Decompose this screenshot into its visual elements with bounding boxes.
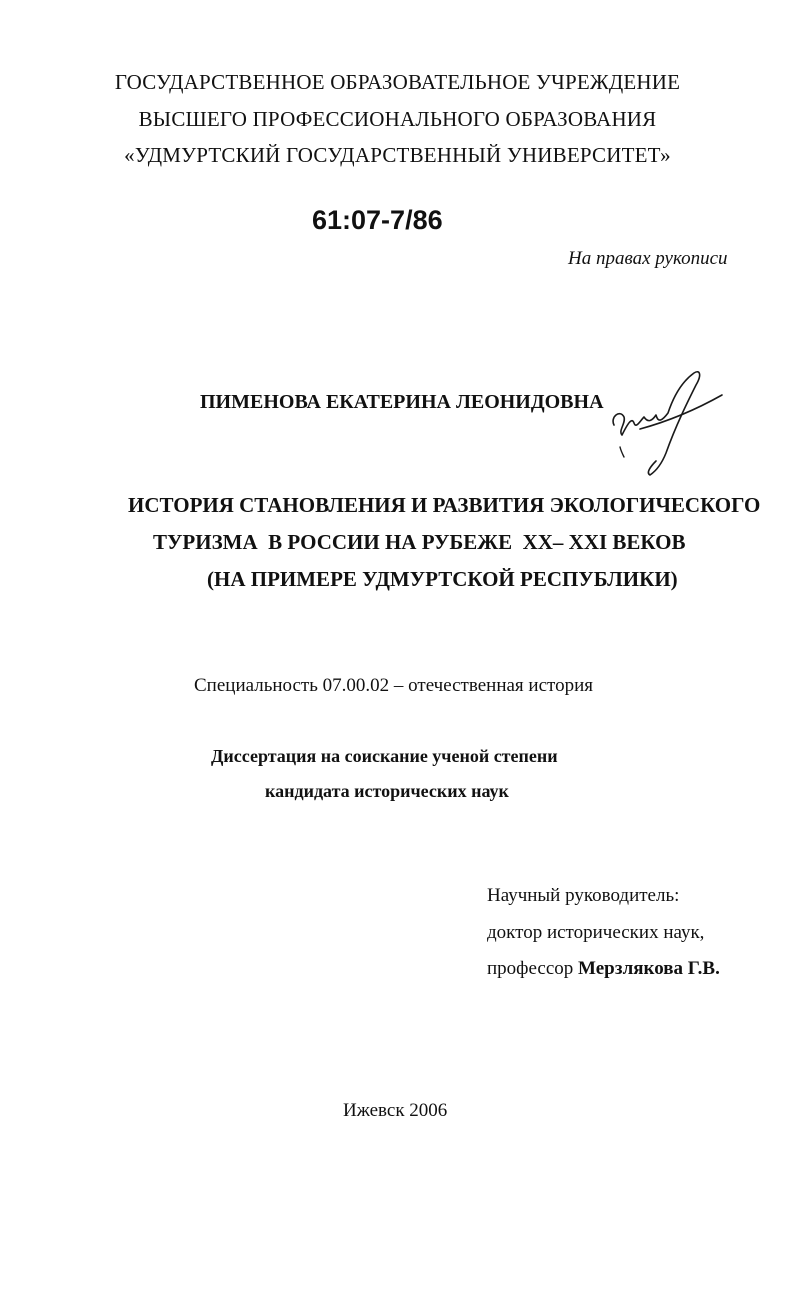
handwritten-signature-icon xyxy=(600,365,730,480)
title-line-3: (НА ПРИМЕРЕ УДМУРТСКОЙ РЕСПУБЛИКИ) xyxy=(207,567,678,591)
advisor-name: Мерзлякова Г.В. xyxy=(578,958,720,979)
advisor-line-3 xyxy=(487,958,720,980)
advisor-line-1: Научный руководитель: xyxy=(487,885,680,906)
author-name: ПИМЕНОВА ЕКАТЕРИНА ЛЕОНИДОВНА xyxy=(200,391,604,413)
city-year: Ижевск 2006 xyxy=(343,1100,448,1121)
advisor-title: профессор xyxy=(487,958,579,979)
advisor-line-2: доктор исторических наук, xyxy=(487,922,705,943)
institution-line-3: «УДМУРТСКИЙ ГОСУДАРСТВЕННЫЙ УНИВЕРСИТЕТ» xyxy=(124,143,671,167)
catalog-code: 61:07-7/86 xyxy=(312,205,443,235)
specialty: Специальность 07.00.02 – отечественная история xyxy=(194,675,593,696)
manuscript-rights-note: На правах рукописи xyxy=(568,248,728,269)
title-line-1: ИСТОРИЯ СТАНОВЛЕНИЯ И РАЗВИТИЯ ЭКОЛОГИЧЕСКОГО xyxy=(128,493,761,517)
institution-line-2: ВЫСШЕГО ПРОФЕССИОНАЛЬНОГО ОБРАЗОВАНИЯ xyxy=(138,107,657,131)
title-line-2: ТУРИЗМА В РОССИИ НА РУБЕЖЕ XX– XXI ВЕКОВ xyxy=(153,530,686,554)
dissertation-line-2: кандидата исторических наук xyxy=(265,781,509,801)
dissertation-line-1: Диссертация на соискание ученой степени xyxy=(211,746,558,766)
institution-line-1: ГОСУДАРСТВЕННОЕ ОБРАЗОВАТЕЛЬНОЕ УЧРЕЖДЕНИЕ xyxy=(114,70,681,94)
